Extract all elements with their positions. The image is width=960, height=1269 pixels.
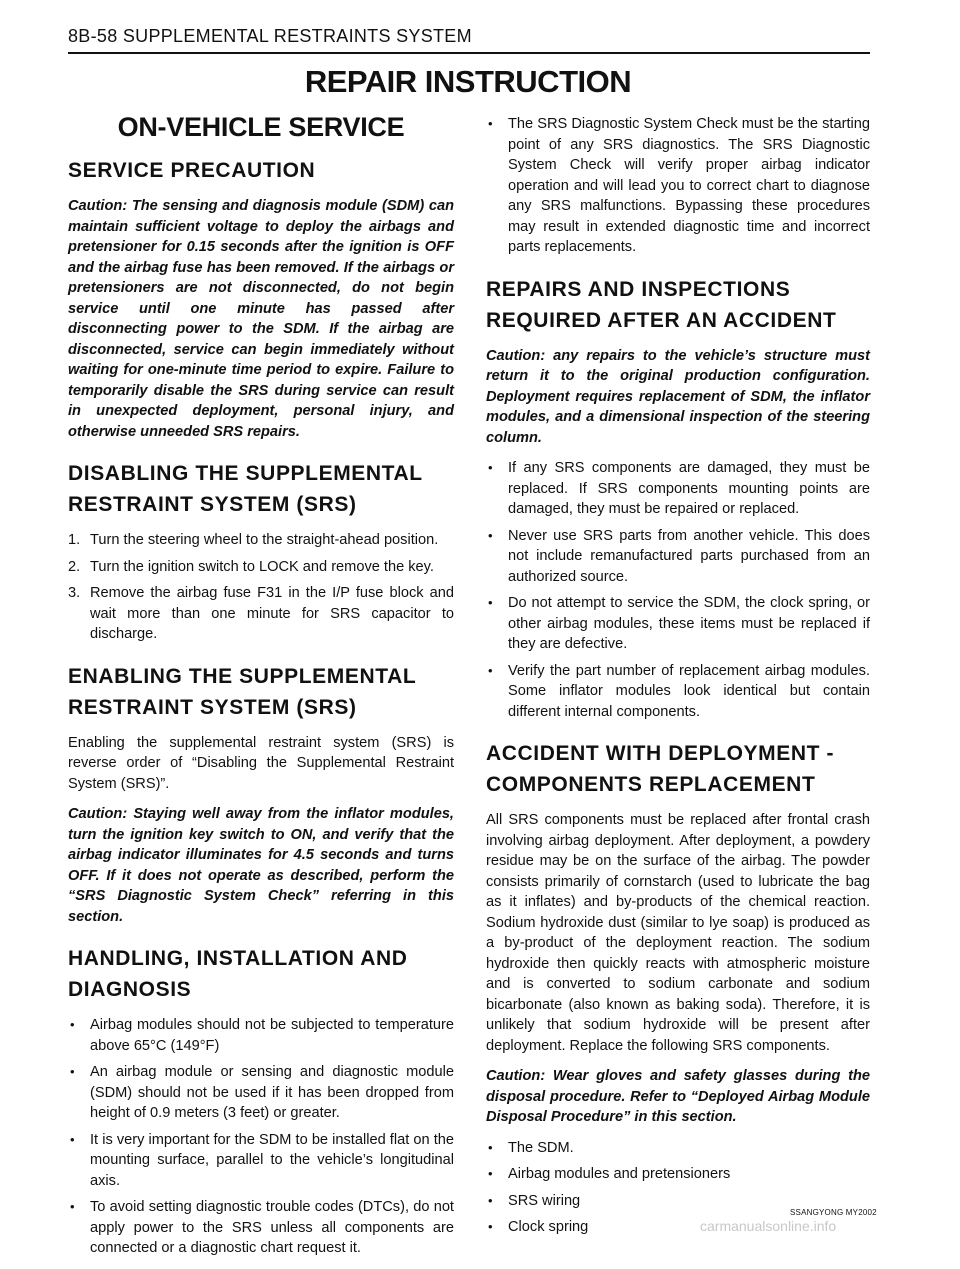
- enabling-heading: [68, 661, 454, 723]
- main-title: REPAIR INSTRUCTION: [304, 64, 632, 99]
- service-precaution-caution: Caution: The sensing and diagnosis module (SDM) can maintain sufficient voltage to deploy the airbags and pretensioner for 0.15 seconds after the ignition is OFF and the airbag fuse has been removed. If the airbags or pretensioners are not disconnected, do not begin service until one minute has passed after disconnecting power to the SDM. If the airbag are disconnected, service can begin immediately without waiting for one-minute time period to expire. Failure to temporarily disable the SRS during service can result in unexpected deployment, personal injury, and otherwise unneeded SRS repairs.: [68, 198, 454, 440]
- bullet-icon: •: [488, 595, 493, 610]
- enabling-heading-line1: ENABLING THE SUPPLEMENTAL: [68, 664, 417, 688]
- watermark: carmanualsonline.info: [700, 1218, 837, 1234]
- bullet-icon: •: [488, 116, 493, 131]
- accident-heading-line2: COMPONENTS REPLACEMENT: [486, 773, 816, 796]
- footer-doc-code: SSANGYONG MY2002: [790, 1208, 877, 1217]
- disabling-heading: [68, 458, 454, 520]
- list-item-text: Airbag modules and pretensioners: [508, 1166, 731, 1182]
- bullet-icon: •: [488, 1139, 493, 1155]
- handling-bullets: [68, 1015, 454, 1259]
- list-item: [486, 593, 870, 655]
- list-item: [68, 1062, 454, 1124]
- disabling-heading-line1: DISABLING THE SUPPLEMENTAL: [68, 462, 423, 485]
- list-item: [486, 114, 870, 258]
- list-item-text: Do not attempt to service the SDM, the clock spring, or other airbag modules, these items must be replaced if they are defective.: [508, 595, 870, 652]
- page-header: 8B-58 SUPPLEMENTAL RESTRAINTS SYSTEM: [68, 26, 472, 46]
- list-item: [68, 1015, 454, 1056]
- list-item-text: Verify the part number of replacement airbag modules. Some inflator modules look identical but contain different internal components.: [508, 662, 870, 720]
- step-number: 1.: [68, 532, 81, 548]
- disabling-step: [68, 530, 454, 551]
- repairs-heading: [486, 274, 870, 336]
- handling-heading: [68, 943, 454, 1005]
- handling-heading-line1: HANDLING, INSTALLATION AND: [68, 947, 408, 970]
- list-item: [486, 458, 870, 520]
- bullet-icon: •: [70, 1017, 75, 1032]
- disabling-heading-line2: RESTRAINT SYSTEM (SRS): [68, 493, 357, 516]
- list-item: [486, 526, 870, 588]
- bullet-icon: •: [488, 1219, 493, 1234]
- list-item-text: An airbag module or sensing and diagnostic module (SDM) should not be used if it has been dropped from height of 0.9 meters (3 feet) or greater.: [90, 1064, 454, 1121]
- repairs-heading-line1: REPAIRS AND INSPECTIONS: [486, 277, 791, 301]
- step-text: Turn the ignition switch to LOCK and remove the key.: [90, 558, 434, 575]
- repairs-bullets: [486, 458, 870, 722]
- bullet-icon: •: [488, 460, 493, 475]
- list-item-text: If any SRS components are damaged, they must be replaced. If SRS components mounting points are damaged, they must be repaired or replaced.: [508, 460, 870, 517]
- accident-caution: Caution: Wear gloves and safety glasses during the disposal procedure. Refer to “Deployed Airbag Module Disposal Procedure” in this section.: [486, 1068, 870, 1125]
- list-item-text: The SRS Diagnostic System Check must be the starting point of any SRS diagnostics. The SRS Diagnostic System Check will verify proper airbag indicator operation and will lead you to correct chart to diagnose any SRS malfunctions. Bypassing these procedures may result in extended diagnostic time and incorrect parts replacements.: [508, 116, 870, 255]
- bullet-icon: •: [488, 1192, 493, 1208]
- list-item-text: Clock spring: [508, 1219, 589, 1235]
- step-text: Turn the steering wheel to the straight-ahead position.: [90, 532, 439, 548]
- accident-heading: [486, 738, 870, 800]
- enabling-body: Enabling the supplemental restraint system (SRS) is reverse order of “Disabling the Supplemental Restraint System (SRS)”.: [68, 734, 454, 792]
- list-item: [486, 1138, 870, 1159]
- list-item-text: The SDM.: [508, 1139, 574, 1156]
- repairs-heading-line2: REQUIRED AFTER AN ACCIDENT: [486, 308, 837, 332]
- step-number: 3.: [68, 585, 81, 601]
- left-column: [68, 110, 454, 1269]
- section-subtitle: ON-VEHICLE SERVICE: [117, 112, 405, 142]
- list-item: [68, 1197, 454, 1259]
- bullet-icon: •: [488, 662, 493, 678]
- repairs-caution: Caution: any repairs to the vehicle’s structure must return it to the original production configuration. Deployment requires replacement of SDM, the inflator modules, and a dimensional inspection of the steering column.: [486, 347, 870, 446]
- accident-body: All SRS components must be replaced after frontal crash involving airbag deployment. After deployment, a powdery residue may be on the surface of the airbag. The powder consists primarily of cornstarch (used to lubricate the bag as it inflates) and by-products of the chemical reaction. Sodium hydroxide dust (similar to lye soap) is produced as a by-product of the deployment reaction. The sodium hydroxide then quickly reacts with atmospheric moisture and is converted to sodium carbonate and sodium bicarbonate (also known as baking soda). Therefore, it is unlikely that sodium hydroxide will be present after deployment. Replace the following SRS components.: [486, 812, 870, 1054]
- list-item: [486, 1164, 870, 1185]
- handling-heading-line2: DIAGNOSIS: [68, 978, 192, 1001]
- list-item-text: Never use SRS parts from another vehicle. This does not include remanufactured parts purchased from an authorized source.: [508, 527, 870, 585]
- service-precaution-heading: SERVICE PRECAUTION: [68, 159, 316, 182]
- list-item-text: Airbag modules should not be subjected to temperature above 65°C (149°F): [90, 1017, 454, 1054]
- accident-heading-line1: ACCIDENT WITH DEPLOYMENT -: [486, 742, 835, 765]
- disabling-step: [68, 583, 454, 645]
- list-item-text: To avoid setting diagnostic trouble codes (DTCs), do not apply power to the SRS unless all components are connected or a diagnostic chart request it.: [90, 1199, 454, 1256]
- bullet-icon: •: [488, 1166, 493, 1181]
- bullet-icon: •: [70, 1064, 75, 1079]
- header-rule: [68, 52, 870, 54]
- bullet-icon: •: [488, 527, 493, 543]
- intro-bullets: [486, 114, 870, 258]
- list-item-text: SRS wiring: [508, 1192, 581, 1209]
- step-number: 2.: [68, 558, 81, 575]
- bullet-icon: •: [70, 1131, 75, 1147]
- disabling-step: [68, 557, 454, 578]
- list-item: [68, 1130, 454, 1192]
- list-item: [486, 661, 870, 723]
- enabling-caution: Caution: Staying well away from the inflator modules, turn the ignition key switch to ON, and verify that the airbag indicator illuminates for 4.5 seconds and turns OFF. If it does not operate as described, perform the “SRS Diagnostic System Check” referring in this section.: [68, 806, 454, 925]
- right-column: [486, 114, 870, 1248]
- step-text: Remove the airbag fuse F31 in the I/P fuse block and wait more than one minute for SRS capacitor to discharge.: [90, 585, 454, 642]
- disabling-steps: [68, 530, 454, 645]
- enabling-heading-line2: RESTRAINT SYSTEM (SRS): [68, 695, 357, 719]
- bullet-icon: •: [70, 1199, 75, 1214]
- list-item-text: It is very important for the SDM to be installed flat on the mounting surface, parallel to the vehicle’s longitudinal axis.: [90, 1131, 454, 1189]
